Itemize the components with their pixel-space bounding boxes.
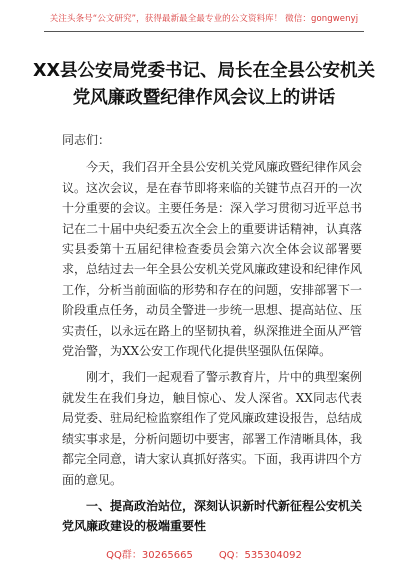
footer-qq-contact: QQ：535304092 [218,550,302,561]
salutation: 同志们： [62,133,111,147]
section-heading: 一、提高政治站位，深刻认识新时代新征程公安机关党风廉政建设的极端重要性 [62,498,363,534]
header-promo-note: 关注头条号“公文研究”，获得最新最全最专业的公文资料库！ 微信：gongwenyj [49,14,359,24]
header-divider [44,31,364,32]
footer-qq-group: QQ群：30265665 [106,550,193,561]
document-body [62,130,362,537]
document-title: XX县公安局党委书记、局长在全县公安机关党风廉政暨纪律作风会议上的讲话 [33,61,375,108]
body-paragraph: 今天，我们召开全县公安机关党风廉政暨纪律作风会议。这次会议，是在春节即将来临的关键节点召开的一次十分重要的会议。主要任务是：深入学习贯彻习近平总书记在二十届中央纪委五次全会上的重要讲话精神，认真落实县委第十五届纪律检查委员会第六次全体会议部署要求，总结过去一年全县公安机关党风廉政建设和纪律作风工作，分析当前面临的形势和存在的问题，安排部署下一阶段重点任务，动员全警进一步统一思想、提高站位、压实责任，以永远在路上的坚韧执着，纵深推进全面从严管党治警，为XX公安工作现代化提供坚强队伍保障。 [62,160,363,359]
body-paragraph: 刚才，我们一起观看了警示教育片，片中的典型案例就发生在我们身边，触目惊心、发人深省。XX同志代表局党委、驻局纪检监察组作了党风廉政建设报告，总结成绩实事求是，分析问题切中要害，部署工作清晰具体，我都完全同意，请大家认真抓好落实。下面，我再讲四个方面的意见。 [62,370,363,487]
footer-contact [0,546,408,561]
